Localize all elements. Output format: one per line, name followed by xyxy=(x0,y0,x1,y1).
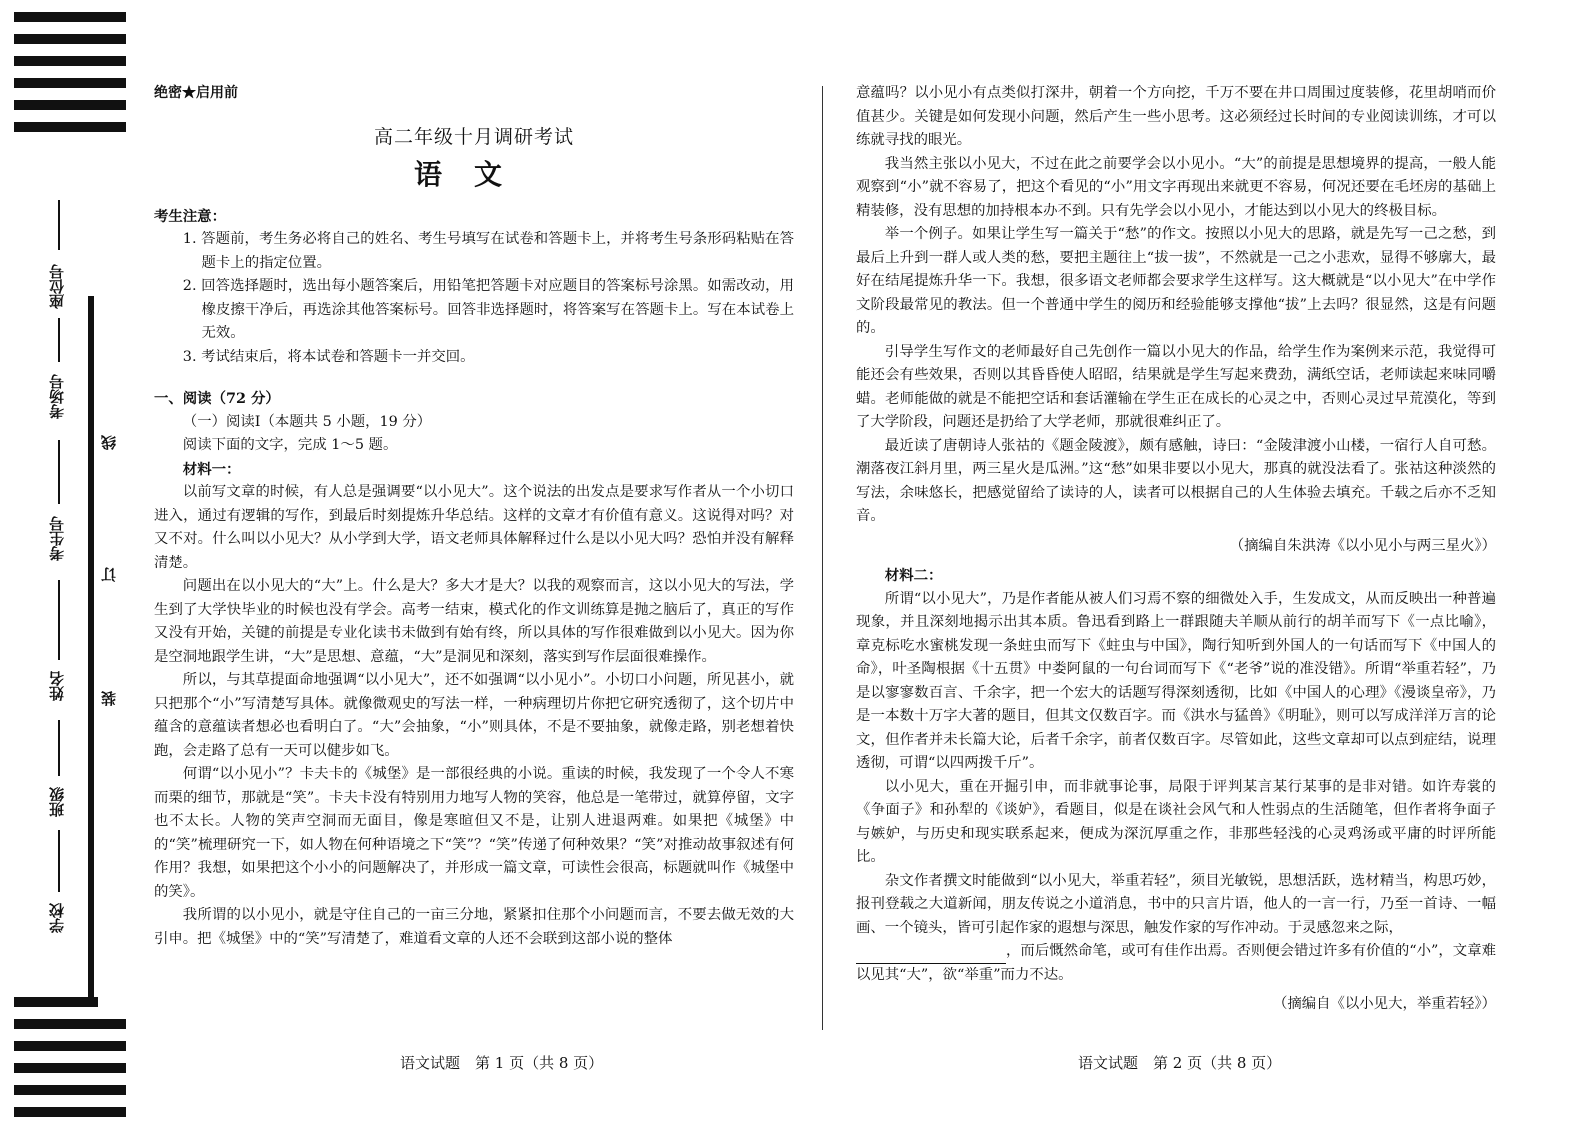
exam-room-label: 考场号 xyxy=(48,374,66,420)
name-underline xyxy=(58,580,60,660)
barcode-stripe xyxy=(14,1063,126,1073)
barcode-stripe xyxy=(14,1019,126,1029)
paragraph-tail: ，而后慨然命笔，或可有佳作出焉。否则便会错过许多有价值的“小”，文章难以见其“大”，欲“举重”而力不达。 xyxy=(856,943,1496,983)
paragraph: 所谓“以小见大”，乃是作者能从被人们习焉不察的细微处入手，生发成文，从而反映出一种普遍现象，并且深刻地揭示出其本质。鲁迅看到路上一群跟随夫羊顺从前行的胡羊而写下《一点比喻》，章克标吃水蜜桃发现一条蛀虫而写下《蛀虫与中国》，陶行知听到外国人的一句话而写下《中国人的命》，叶圣陶根据《十五贯》中娄阿鼠的一句台词而写下《“老爷”说的准没错》。所谓“举重若轻”，乃是以寥寥数百言、千余字，把一个宏大的话题写得深刻透彻，比如《中国人的心理》《漫谈皇帝》，乃是一本数十万字大著的题目，但其文仅数百字。而《洪水与猛兽》《明耻》，则可以写成洋洋万言的论文，但作者并未长篇大论，后者千余字，前者仅数百字。尽管如此，这些文章却可以点到症结，说理透彻，可谓“以四两拨千斤”。 xyxy=(856,590,1496,771)
barcode-stripe xyxy=(14,1107,126,1117)
paragraph: 以小见大，重在开掘引申，而非就事论事，局限于评判某言某行某事的是非对错。如许寿裳的《争面子》和孙犁的《谈妒》，看题目，似是在谈社会风气和人性弱点的生活随笔，但作者将争面子与嫉妒，与历史和现实联系起来，便成为深沉厚重之作，非那些轻浅的心灵鸡汤或平庸的时评所能比。 xyxy=(856,778,1496,865)
paragraph: 我所谓的以小见小，就是守住自己的一亩三分地，紧紧扣住那个小问题而言，不要去做无效的大引申。把《城堡》中的“笑”写清楚了，难道看文章的人还不会联到这部小说的整体 xyxy=(154,907,794,947)
candidate-number-label: 考生号 xyxy=(48,516,66,562)
page-1-column xyxy=(154,82,794,951)
page-2-footer: 语文试题 第 2 页（共 8 页） xyxy=(1078,1054,1282,1072)
barcode-stripe xyxy=(14,12,126,22)
paragraph: 我当然主张以小见大，不过在此之前要学会以小见小。“大”的前提是思想境界的提高，一般人能观察到“小”就不容易了，把这个看见的“小”用文字再现出来就更不容易，何况还要在毛坯房的基础上精装修，没有思想的加持根本办不到。只有先学会以小见小，才能达到以小见大的终极目标。 xyxy=(856,155,1496,219)
barcode-stripe xyxy=(14,100,126,110)
page-2-column xyxy=(856,82,1496,1023)
bind-mark-staple: 订 xyxy=(100,567,118,582)
barcode-stripe xyxy=(14,34,126,44)
barcode-stripe xyxy=(14,56,126,66)
seat-number-label: 座位号 xyxy=(48,264,66,310)
barcode-stripe xyxy=(14,1085,126,1095)
fill-in-blank[interactable] xyxy=(856,949,1006,964)
page-1-footer: 语文试题 第 1 页（共 8 页） xyxy=(400,1054,604,1072)
confidential-notice: 绝密★启用前 xyxy=(154,85,238,101)
class-label: 班级 xyxy=(48,787,66,817)
bind-mark-line: 线 xyxy=(100,435,118,450)
barcode-stripe xyxy=(14,78,126,88)
candidate-number-underline xyxy=(58,440,60,504)
section-heading: 一、阅读（72 分） xyxy=(154,390,280,407)
barcode-stripe xyxy=(14,122,126,132)
paragraph: 以前写文章的时候，有人总是强调要“以小见大”。这个说法的出发点是要求写作者从一个小切口进入，通过有逻辑的写作，到最后时刻提炼升华总结。这样的文章才有价值有意义。这说得对吗？对又不对。什么叫以小见大？从小学到大学，语文老师具体解释过什么是以小见大吗？恐怕并没有解释清楚。 xyxy=(154,484,794,571)
material-1-label: 材料一： xyxy=(182,460,241,478)
paragraph: 所以，与其草提面命地强调“以小见大”，还不如强调“以小见小”。小切口小问题，所见甚小，就只把那个“小”写清楚写具体。就像微观史的写法一样，一种病理切片你把它研究透彻了，这个切片中蕴含的意蕴读者想必也看明白了。“大”会抽象，“小”则具体，不是不要抽象，就像走路，别老想着快跑，会走路了总有一天可以健步如飞。 xyxy=(154,672,794,759)
notice-item: 2. 回答选择题时，选出每小题答案后，用铅笔把答题卡对应题目的答案标号涂黑。如需改动，用橡皮擦干净后，再选涂其他答案标号。回答非选择题时，将答案写在答题卡上。写在本试卷上无效。 xyxy=(182,278,794,341)
source-citation: （摘编自《以小见大，举重若轻》） xyxy=(1272,996,1496,1012)
class-underline xyxy=(58,720,60,776)
barcode-stripe xyxy=(14,997,98,1007)
paragraph-with-blank xyxy=(856,940,1496,987)
notice-heading: 考生注意： xyxy=(154,207,226,225)
paragraph: 问题出在以小见大的“大”上。什么是大？多大才是大？以我的观察而言，这以小见大的写法，学生到了大学快毕业的时候也没有学会。高考一结束，模式化的作文训练算是抛之脑后了，真正的写作又没有开始，关键的前提是专业化读书未做到有始有终，所以具体的写作很难做到以小见大。因为你是空洞地跟学生讲，“大”是思想、意蕴，“大”是洞见和深刻，落实到写作层面很难操作。 xyxy=(154,578,794,665)
source-citation: （摘编自朱洪涛《以小见小与两三星火》） xyxy=(1229,537,1496,554)
name-label: 姓名 xyxy=(48,671,66,701)
sub-section-heading: （一）阅读Ⅰ（本题共 5 小题，19 分） xyxy=(182,413,432,430)
bind-mark-fix: 装 xyxy=(100,691,118,706)
school-label: 学校 xyxy=(48,903,66,933)
paragraph: 何谓“以小见小”？卡夫卡的《城堡》是一部很经典的小说。重读的时候，我发现了一个令人不寒而栗的细节，那就是“笑”。卡夫卡没有特别用力地写人物的笑容，他总是一笔带过，就算停留，文字也不太长。人物的笑声空洞而无面目，像是寒暄但又不是，让别人进退两难。如果把《城堡》中的“笑”梳理研究一下，如人物在何种语境之下“笑”？“笑”传递了何种效果？“笑”对推动故事叙述有何作用？我想，如果把这个小小的问题解决了，并形成一篇文章，可读性会很高，标题就叫作《城堡中的笑》。 xyxy=(154,766,794,900)
paragraph: 意蕴吗？以小见小有点类似打深井，朝着一个方向挖，千万不要在井口周围过度装修，花里胡哨而价值甚少。关键是如何发现小问题，然后产生一些小思考。这必须经过长时间的专业阅读训练，才可以练就寻找的眼光。 xyxy=(856,85,1496,148)
school-underline xyxy=(58,830,60,892)
exam-title: 高二年级十月调研考试 xyxy=(373,125,574,148)
subject-title: 语文 xyxy=(413,158,534,191)
paragraph: 最近读了唐朝诗人张祜的《题金陵渡》，颇有感触，诗曰：“金陵津渡小山楼，一宿行人自可愁。潮落夜江斜月里，两三星火是瓜洲。”这“愁”如果非要以小见大，那真的就没法看了。张祜这种淡然的写法，余味悠长，把感觉留给了读诗的人，读者可以根据自己的人生体验去填充。千载之后亦不乏知音。 xyxy=(856,437,1496,524)
material-2-label: 材料二： xyxy=(884,567,943,584)
paragraph: 引导学生写作文的老师最好自己先创作一篇以小见大的作品，给学生作为案例来示范，我觉得可能还会有些效果，否则以其昏昏使人昭昭，结果就是学生写起来费劲，满纸空话，老师读起来味同嚼蜡。老师能做的就是不能把空话和套话灌输在学生正在成长的心灵之中，否则心灵过早荒漠化，等到了大学阶段，问题还是扔给了大学老师，那就很难纠正了。 xyxy=(856,343,1496,430)
notice-item: 1. 答题前，考生务必将自己的姓名、考生号填写在试卷和答题卡上，并将考生号条形码粘贴在答题卡上的指定位置。 xyxy=(182,231,794,271)
notice-item: 3. 考试结束后，将本试卷和答题卡一并交回。 xyxy=(182,348,475,365)
instruction-text: 阅读下面的文字，完成 1～5 题。 xyxy=(182,437,398,453)
column-divider xyxy=(822,86,823,1030)
binding-line xyxy=(88,296,94,998)
paragraph: 举一个例子。如果让学生写一篇关于“愁”的作文。按照以小见大的思路，就是先写一己之愁，到最后上升到一群人或人类的愁，要把主题往上“拔一拔”，不然就是一己之小悲欢，显得不够廓大，最好在结尾提炼升华一下。我想，很多语文老师都会要求学生这样写。这大概就是“以小见大”在中学作文阶段最常见的教法。但一个普通中学生的阅历和经验能够支撑他“拔”上去吗？很显然，这是有问题的。 xyxy=(856,226,1496,336)
exam-room-underline xyxy=(58,318,60,362)
paragraph: 杂文作者撰文时能做到“以小见大，举重若轻”，须目光敏锐，思想活跃，选材精当，构思巧妙，报刊登载之大道新闻，朋友传说之小道消息，书中的只言片语，他人的一言一行，乃至一首诗、一幅画、一个镜头，皆可引起作家的遐想与深思，触发作家的写作冲动。于灵感忽来之际， xyxy=(856,872,1496,936)
barcode-stripe xyxy=(14,1041,126,1051)
seat-number-underline xyxy=(58,200,60,250)
